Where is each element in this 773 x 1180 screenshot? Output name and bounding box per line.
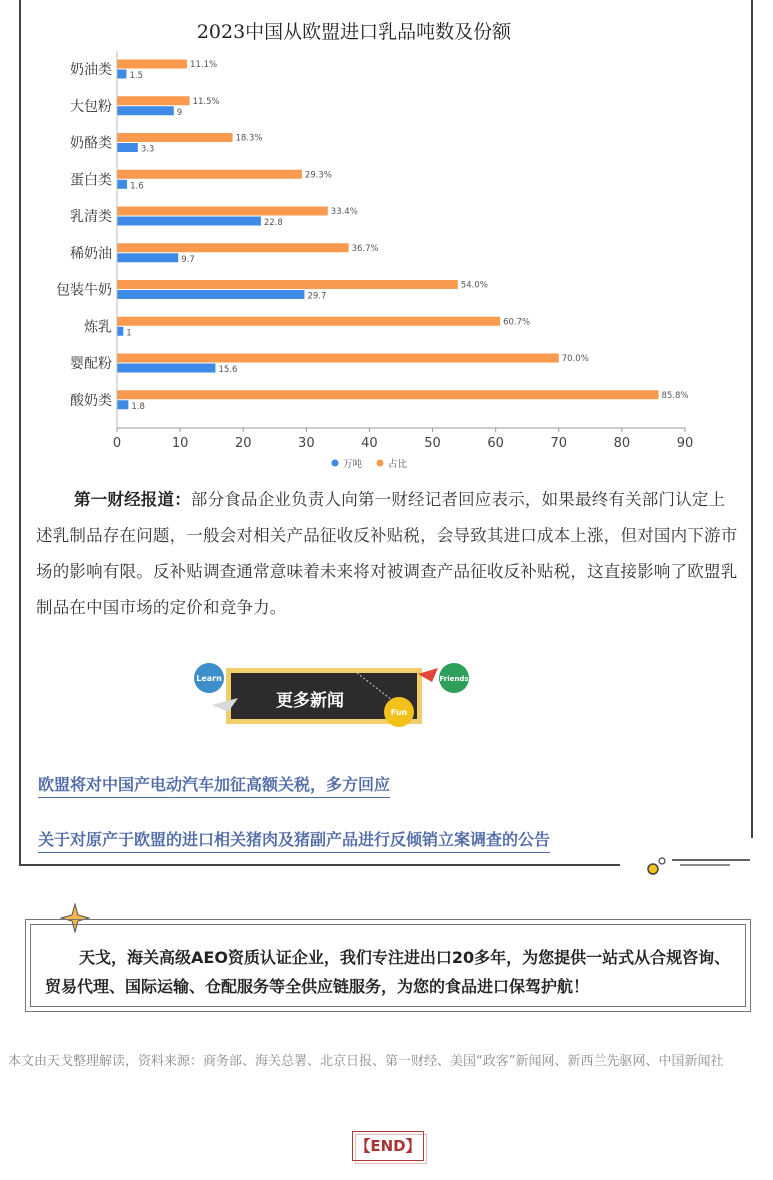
x-tick-label: 40	[361, 436, 378, 451]
bar-volume	[117, 290, 304, 299]
bar-share	[117, 243, 349, 252]
category-label: 包装牛奶	[56, 282, 112, 299]
bar-share	[117, 207, 328, 216]
x-tick-label: 70	[550, 436, 568, 451]
category-label: 奶油类	[70, 62, 112, 78]
legend-marker	[332, 460, 339, 467]
bar-volume	[117, 400, 128, 409]
bar-volume	[117, 253, 178, 262]
legend-marker	[377, 460, 384, 467]
company-intro-box	[25, 919, 751, 1012]
category-label: 稀奶油	[70, 245, 112, 262]
legend-label: 万吨	[343, 459, 363, 470]
category-label: 婴配粉	[70, 356, 112, 372]
bar-share	[117, 133, 232, 142]
x-tick-label: 60	[487, 436, 504, 451]
bar-share	[117, 354, 559, 363]
bar-share	[117, 60, 187, 69]
bar-share-label: 33.4%	[330, 207, 358, 217]
friends-badge-label: Friends	[439, 675, 469, 683]
bar-volume	[117, 106, 174, 115]
company-intro-content: 天戈，海关高级AEO资质认证企业，我们专注进出口20多年，为您提供一站式从合规咨询、贸易代理、国际运输、仓配服务等全供应链服务，为您的食品进口保驾护航！	[45, 948, 731, 996]
bar-share-label: 60.7%	[503, 317, 531, 328]
category-label: 奶酪类	[70, 135, 112, 152]
bar-share-label: 85.8%	[661, 390, 689, 401]
bar-share-label: 29.3%	[304, 170, 332, 181]
bar-volume-label: 1.5	[129, 71, 143, 81]
x-tick-label: 90	[676, 436, 694, 451]
bar-share-label: 11.5%	[192, 96, 220, 107]
x-tick-label: 0	[112, 436, 122, 451]
frame-corner-decoration	[620, 838, 760, 878]
dairy-import-chart	[20, 0, 753, 480]
article-paragraph	[36, 482, 738, 626]
bar-share	[117, 390, 658, 399]
bar-volume-label: 3.3	[140, 144, 155, 155]
more-news-banner[interactable]	[192, 660, 474, 730]
learn-badge-label: Learn	[196, 674, 222, 683]
legend-label: 占比	[388, 459, 408, 470]
bar-share	[117, 280, 458, 289]
bar-share-label: 54.0%	[460, 280, 488, 291]
bar-volume-label: 9	[176, 107, 183, 118]
fun-badge-label: Fun	[390, 708, 408, 717]
category-label: 酸奶类	[70, 392, 112, 409]
category-label: 蛋白类	[70, 172, 112, 189]
x-tick-label: 80	[613, 436, 631, 451]
x-tick-label: 30	[298, 436, 315, 451]
bar-share	[117, 170, 302, 179]
bar-volume-label: 1.8	[131, 401, 145, 412]
bar-volume-label: 15.6	[218, 365, 238, 375]
category-label: 乳清类	[70, 209, 112, 225]
bar-share	[117, 96, 190, 105]
bar-volume	[117, 217, 261, 226]
article-body: 部分食品企业负责人向第一财经记者回应表示，如果最终有关部门认定上述乳制品存在问题，一般会对相关产品征收反补贴税，会导致其进口成本上涨，但对国内下游市场的影响有限。反补贴调查通常意味着未来将对被调查产品征收反补贴税，这直接影响了欧盟乳制品在中国市场的定价和竞争力。	[36, 490, 738, 617]
bar-volume	[117, 70, 126, 79]
bar-share	[117, 317, 500, 326]
bar-share-label: 70.0%	[561, 354, 589, 364]
bar-volume-label: 1.6	[130, 181, 144, 192]
bar-volume-label: 1	[126, 328, 132, 339]
bar-share-label: 36.7%	[351, 243, 379, 254]
x-tick-label: 20	[234, 436, 252, 451]
bar-volume	[117, 364, 215, 373]
bar-volume	[117, 143, 138, 152]
category-label: 炼乳	[84, 319, 112, 336]
news-link-pork-antidumping[interactable]: 关于对原产于欧盟的进口相关猪肉及猪副产品进行反倾销立案调查的公告	[38, 827, 550, 853]
bar-volume-label: 9.7	[181, 254, 195, 265]
article-lead: 第一财经报道：	[74, 490, 191, 509]
bar-share-label: 11.1%	[190, 60, 218, 70]
category-label: 大包粉	[70, 98, 112, 115]
source-note: 本文由天戈整理解读，资料来源：商务部、海关总署、北京日报、第一财经、美国“政客”新闻网、新西兰先驱网、中国新闻社	[8, 1054, 724, 1069]
banner-title: 更多新闻	[276, 691, 344, 711]
end-marker: 【END】	[352, 1131, 424, 1161]
bar-volume-label: 29.7	[307, 291, 327, 302]
bar-volume	[117, 180, 127, 189]
x-tick-label: 50	[424, 436, 441, 451]
company-intro-text	[45, 943, 731, 1001]
bar-volume-label: 22.8	[263, 218, 283, 228]
bar-share-label: 18.3%	[235, 133, 263, 144]
bar-volume	[117, 327, 123, 336]
news-link-ev-tariffs[interactable]: 欧盟将对中国产电动汽车加征高额关税，多方回应	[38, 772, 390, 798]
x-tick-label: 10	[171, 436, 189, 451]
chart-title: 2023中国从欧盟进口乳品吨数及份额	[196, 21, 512, 43]
